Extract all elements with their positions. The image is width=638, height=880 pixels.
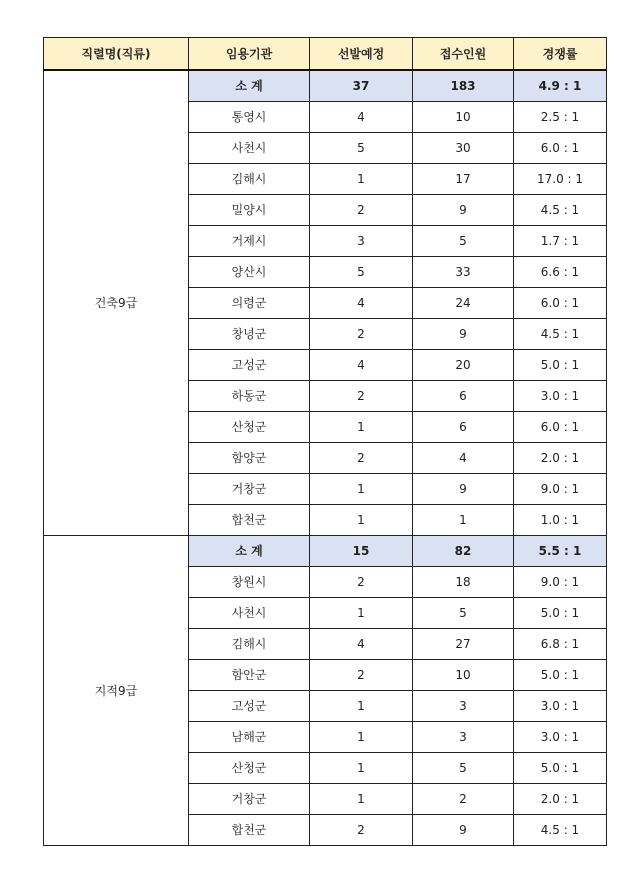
agency-cell: 합천군 (189, 815, 310, 846)
agency-cell: 남해군 (189, 722, 310, 753)
planned-cell: 1 (310, 784, 413, 815)
agency-cell: 김해시 (189, 629, 310, 660)
applicants-cell: 9 (413, 474, 514, 505)
agency-cell: 양산시 (189, 257, 310, 288)
applicants-cell: 10 (413, 660, 514, 691)
agency-cell: 통영시 (189, 102, 310, 133)
subtotal-ratio: 5.5 : 1 (514, 536, 607, 567)
header-row (44, 38, 607, 71)
applicants-cell: 20 (413, 350, 514, 381)
header-applicants: 접수인원 (413, 38, 514, 71)
ratio-cell: 9.0 : 1 (514, 474, 607, 505)
ratio-cell: 3.0 : 1 (514, 381, 607, 412)
planned-cell: 4 (310, 629, 413, 660)
header-ratio: 경쟁률 (514, 38, 607, 71)
planned-cell: 2 (310, 443, 413, 474)
agency-cell: 합천군 (189, 505, 310, 536)
header-appointing-agency: 임용기관 (189, 38, 310, 71)
table-group (44, 536, 607, 846)
planned-cell: 1 (310, 598, 413, 629)
applicants-cell: 3 (413, 722, 514, 753)
agency-cell: 함안군 (189, 660, 310, 691)
ratio-cell: 6.0 : 1 (514, 133, 607, 164)
agency-cell: 의령군 (189, 288, 310, 319)
planned-cell: 2 (310, 319, 413, 350)
agency-cell: 함양군 (189, 443, 310, 474)
applicants-cell: 9 (413, 815, 514, 846)
agency-cell: 사천시 (189, 133, 310, 164)
planned-cell: 1 (310, 412, 413, 443)
planned-cell: 3 (310, 226, 413, 257)
agency-cell: 거창군 (189, 784, 310, 815)
agency-cell: 김해시 (189, 164, 310, 195)
planned-cell: 2 (310, 660, 413, 691)
ratio-cell: 6.0 : 1 (514, 288, 607, 319)
agency-cell: 하동군 (189, 381, 310, 412)
applicants-cell: 24 (413, 288, 514, 319)
applicants-cell: 3 (413, 691, 514, 722)
ratio-cell: 2.0 : 1 (514, 443, 607, 474)
ratio-cell: 6.8 : 1 (514, 629, 607, 660)
ratio-cell: 3.0 : 1 (514, 722, 607, 753)
ratio-cell: 6.0 : 1 (514, 412, 607, 443)
applicants-cell: 6 (413, 412, 514, 443)
ratio-cell: 1.0 : 1 (514, 505, 607, 536)
agency-cell: 거창군 (189, 474, 310, 505)
subtotal-planned: 37 (310, 70, 413, 102)
planned-cell: 2 (310, 567, 413, 598)
ratio-cell: 2.0 : 1 (514, 784, 607, 815)
agency-cell: 거제시 (189, 226, 310, 257)
planned-cell: 4 (310, 350, 413, 381)
ratio-cell: 9.0 : 1 (514, 567, 607, 598)
planned-cell: 5 (310, 257, 413, 288)
ratio-cell: 5.0 : 1 (514, 753, 607, 784)
applicants-cell: 1 (413, 505, 514, 536)
subtotal-row (44, 536, 607, 567)
recruitment-table (43, 37, 607, 846)
ratio-cell: 4.5 : 1 (514, 815, 607, 846)
planned-cell: 1 (310, 164, 413, 195)
applicants-cell: 17 (413, 164, 514, 195)
applicants-cell: 18 (413, 567, 514, 598)
subtotal-planned: 15 (310, 536, 413, 567)
planned-cell: 5 (310, 133, 413, 164)
ratio-cell: 6.6 : 1 (514, 257, 607, 288)
header-job-series: 직렬명(직류) (44, 38, 189, 71)
header-planned: 선발예정 (310, 38, 413, 71)
agency-cell: 산청군 (189, 412, 310, 443)
planned-cell: 1 (310, 722, 413, 753)
ratio-cell: 5.0 : 1 (514, 350, 607, 381)
applicants-cell: 6 (413, 381, 514, 412)
applicants-cell: 5 (413, 226, 514, 257)
planned-cell: 2 (310, 195, 413, 226)
subtotal-label: 소 계 (189, 536, 310, 567)
agency-cell: 창녕군 (189, 319, 310, 350)
subtotal-applicants: 183 (413, 70, 514, 102)
ratio-cell: 3.0 : 1 (514, 691, 607, 722)
agency-cell: 고성군 (189, 350, 310, 381)
ratio-cell: 4.5 : 1 (514, 319, 607, 350)
planned-cell: 1 (310, 691, 413, 722)
agency-cell: 사천시 (189, 598, 310, 629)
ratio-cell: 17.0 : 1 (514, 164, 607, 195)
planned-cell: 4 (310, 288, 413, 319)
applicants-cell: 9 (413, 319, 514, 350)
subtotal-label: 소 계 (189, 70, 310, 102)
ratio-cell: 5.0 : 1 (514, 660, 607, 691)
ratio-cell: 2.5 : 1 (514, 102, 607, 133)
applicants-cell: 30 (413, 133, 514, 164)
applicants-cell: 4 (413, 443, 514, 474)
agency-cell: 밀양시 (189, 195, 310, 226)
applicants-cell: 5 (413, 753, 514, 784)
applicants-cell: 33 (413, 257, 514, 288)
agency-cell: 고성군 (189, 691, 310, 722)
ratio-cell: 1.7 : 1 (514, 226, 607, 257)
agency-cell: 창원시 (189, 567, 310, 598)
applicants-cell: 27 (413, 629, 514, 660)
applicants-cell: 2 (413, 784, 514, 815)
applicants-cell: 5 (413, 598, 514, 629)
ratio-cell: 4.5 : 1 (514, 195, 607, 226)
table-group (44, 70, 607, 536)
applicants-cell: 9 (413, 195, 514, 226)
table-header (44, 38, 607, 71)
planned-cell: 4 (310, 102, 413, 133)
planned-cell: 1 (310, 753, 413, 784)
planned-cell: 1 (310, 474, 413, 505)
agency-cell: 산청군 (189, 753, 310, 784)
ratio-cell: 5.0 : 1 (514, 598, 607, 629)
planned-cell: 2 (310, 815, 413, 846)
applicants-cell: 10 (413, 102, 514, 133)
job-series-cell: 건축9급 (44, 70, 189, 536)
job-series-cell: 지적9급 (44, 536, 189, 846)
planned-cell: 1 (310, 505, 413, 536)
subtotal-row (44, 70, 607, 102)
planned-cell: 2 (310, 381, 413, 412)
subtotal-applicants: 82 (413, 536, 514, 567)
subtotal-ratio: 4.9 : 1 (514, 70, 607, 102)
